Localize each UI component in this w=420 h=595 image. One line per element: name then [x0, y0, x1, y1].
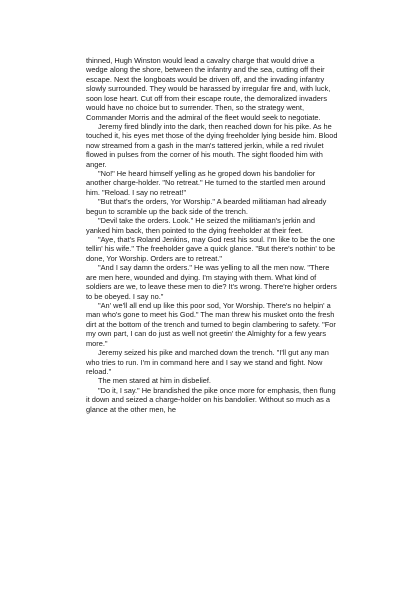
paragraph: "Aye, that's Roland Jenkins, may God rest his soul. I'm like to be the one tellin' his wife." The freeholder gave a quick glance. "But there's nothin' to be done, Yor Worship. Orders are to retreat."	[86, 235, 336, 263]
paragraph: Jeremy seized his pike and marched down the trench. "I'll gut any man who tries to run. I'm in command here and I say we stand and fight. Now reload."	[86, 348, 329, 376]
paragraph: thinned, Hugh Winston would lead a cavalry charge that would drive a wedge along the shore, between the infantry and the sea, cutting off their escape. Next the longboats would be driven off, and the invading infantry slowly surrounded. They would be harassed by irregular fire and, with luck, soon lose heart. Cut off from their escape route, the demoralized invaders would have no choice but to surrender. Then, so the strategy went, Commander Morris and the admiral of the fleet would seek to negotiate.	[86, 56, 331, 122]
paragraph: "Do it, I say." He brandished the pike once more for emphasis, then flung it down and seized a charge-holder on his bandolier. Without so much as a glance at the other men, he	[86, 385, 336, 414]
book-page-text	[86, 56, 338, 414]
paragraph: The men stared at him in disbelief.	[98, 376, 211, 386]
paragraph: "But that's the orders, Yor Worship." A bearded militiaman had already begun to scramble up the back side of the trench.	[86, 197, 327, 216]
paragraph: Jeremy fired blindly into the dark, then reached down for his pike. As he touched it, his eyes met those of the dying freeholder lying beside him. Blood now streamed from a gash in the man's tattered jerkin, while a red rivulet flowed in pulses from the corner of his mouth. The sight flooded him with anger.	[86, 121, 338, 169]
paragraph: "And I say damn the orders." He was yelling to all the men now. "There are men here, wounded and dying. I'm staying with them. What kind of soldiers are we, to leave these men to die? It's wrong. There're higher orders to be obeyed. I say no."	[86, 263, 337, 301]
paragraph: "Devil take the orders. Look." He seized the militiaman's jerkin and yanked him back, then pointed to the dying freeholder at their feet.	[86, 216, 315, 235]
paragraph: "No!" He heard himself yelling as he groped down his bandolier for another charge-holder. "No retreat." He turned to the startled men around him. "Reload. I say no retreat!"	[86, 169, 326, 197]
paragraph: "An' we'll all end up like this poor sod, Yor Worship. There's no helpin' a man who's gone to meet his God." The man threw his musket onto the fresh dirt at the bottom of the trench and turned to begin clambering to safety. "For my own part, I can do just as well not greetin' the Almighty for a few years more."	[86, 300, 336, 348]
